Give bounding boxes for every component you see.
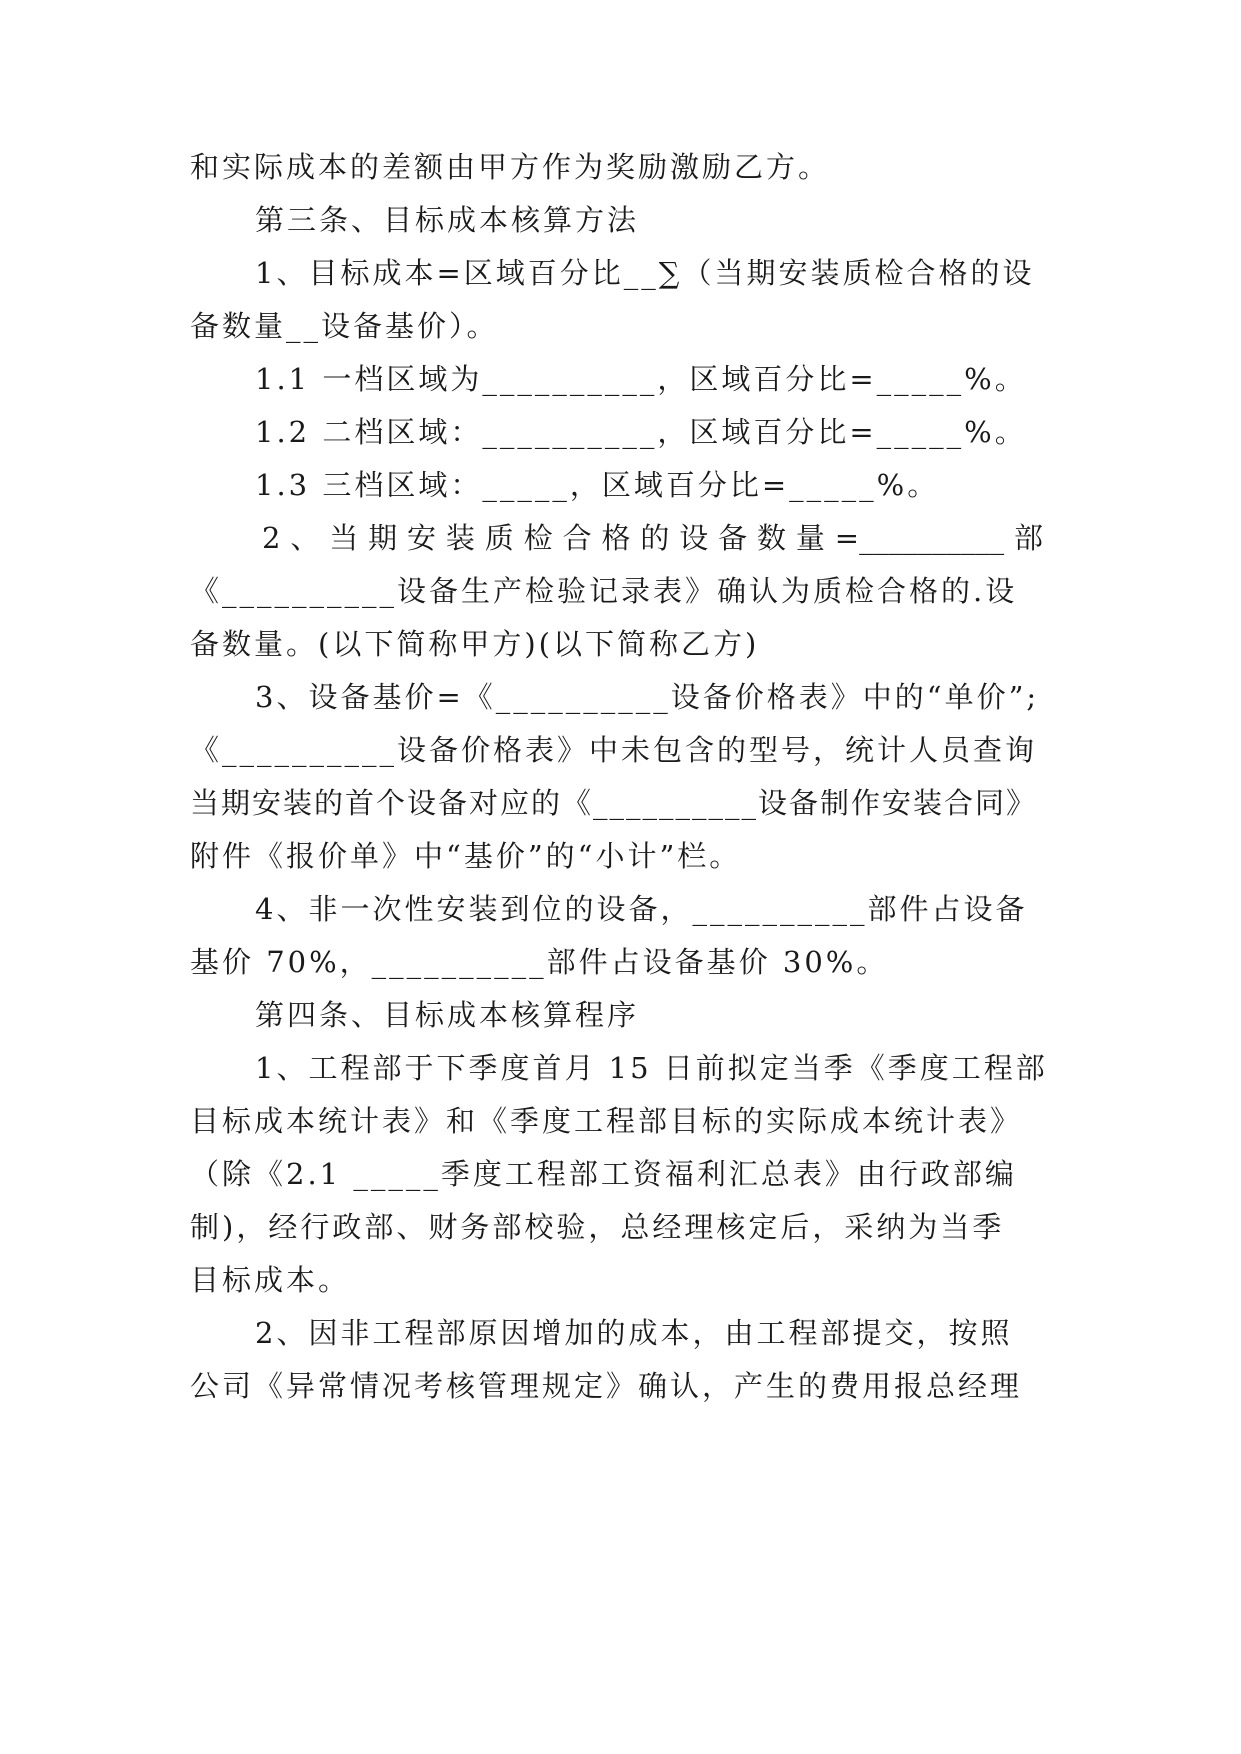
text-line-1: 和实际成本的差额由甲方作为奖励激励乙方。: [190, 150, 831, 184]
text-line-21: 制)，经行政部、财务部校验，总经理核定后，采纳为当季: [190, 1210, 1005, 1244]
text-line-4: 备数量__设备基价）。: [190, 309, 499, 343]
text-line-3: 1、目标成本=区域百分比__∑（当期安装质检合格的设: [255, 256, 1035, 290]
text-line-19: 目标成本统计表》和《季度工程部目标的实际成本统计表》: [190, 1104, 1023, 1138]
text-line-23: 2、因非工程部原因增加的成本，由工程部提交，按照: [255, 1316, 1013, 1350]
text-line-15: 4、非一次性安装到位的设备，__________部件占设备: [255, 892, 1028, 926]
text-line-12: 《__________设备价格表》中未包含的型号，统计人员查询: [190, 733, 1038, 767]
text-line-16: 基价 70%，__________部件占设备基价 30%。: [190, 945, 889, 979]
text-line-14: 附件《报价单》中“基价”的“小计”栏。: [190, 839, 742, 873]
text-line-18: 1、工程部于下季度首月 15 日前拟定当季《季度工程部: [255, 1051, 1048, 1085]
text-line-24: 公司《异常情况考核管理规定》确认，产生的费用报总经理: [190, 1369, 1023, 1403]
text-line-20: （除《2.1 _____季度工程部工资福利汇总表》由行政部编: [190, 1157, 1017, 1191]
text-line-7: 1.3 三档区域：_____，区域百分比=_____%。: [255, 468, 940, 502]
text-line-13: 当期安装的首个设备对应的《__________设备制作安装合同》: [190, 786, 1038, 820]
text-line-9: 《__________设备生产检验记录表》确认为质检合格的.设: [190, 574, 1018, 608]
section-heading-article-4: 第四条、目标成本核算程序: [255, 998, 640, 1032]
text-line-22: 目标成本。: [190, 1263, 351, 1297]
text-line-8: 2、当期安装质检合格的设备数量=__________部: [262, 521, 1043, 555]
text-line-6: 1.2 二档区域：__________，区域百分比=_____%。: [255, 415, 1027, 449]
text-line-5: 1.1 一档区域为__________，区域百分比=_____%。: [255, 362, 1027, 396]
text-line-10: 备数量。(以下简称甲方)(以下简称乙方): [190, 627, 760, 661]
text-line-11: 3、设备基价=《__________设备价格表》中的“单价”;: [255, 680, 1040, 714]
section-heading-article-3: 第三条、目标成本核算方法: [255, 203, 640, 237]
